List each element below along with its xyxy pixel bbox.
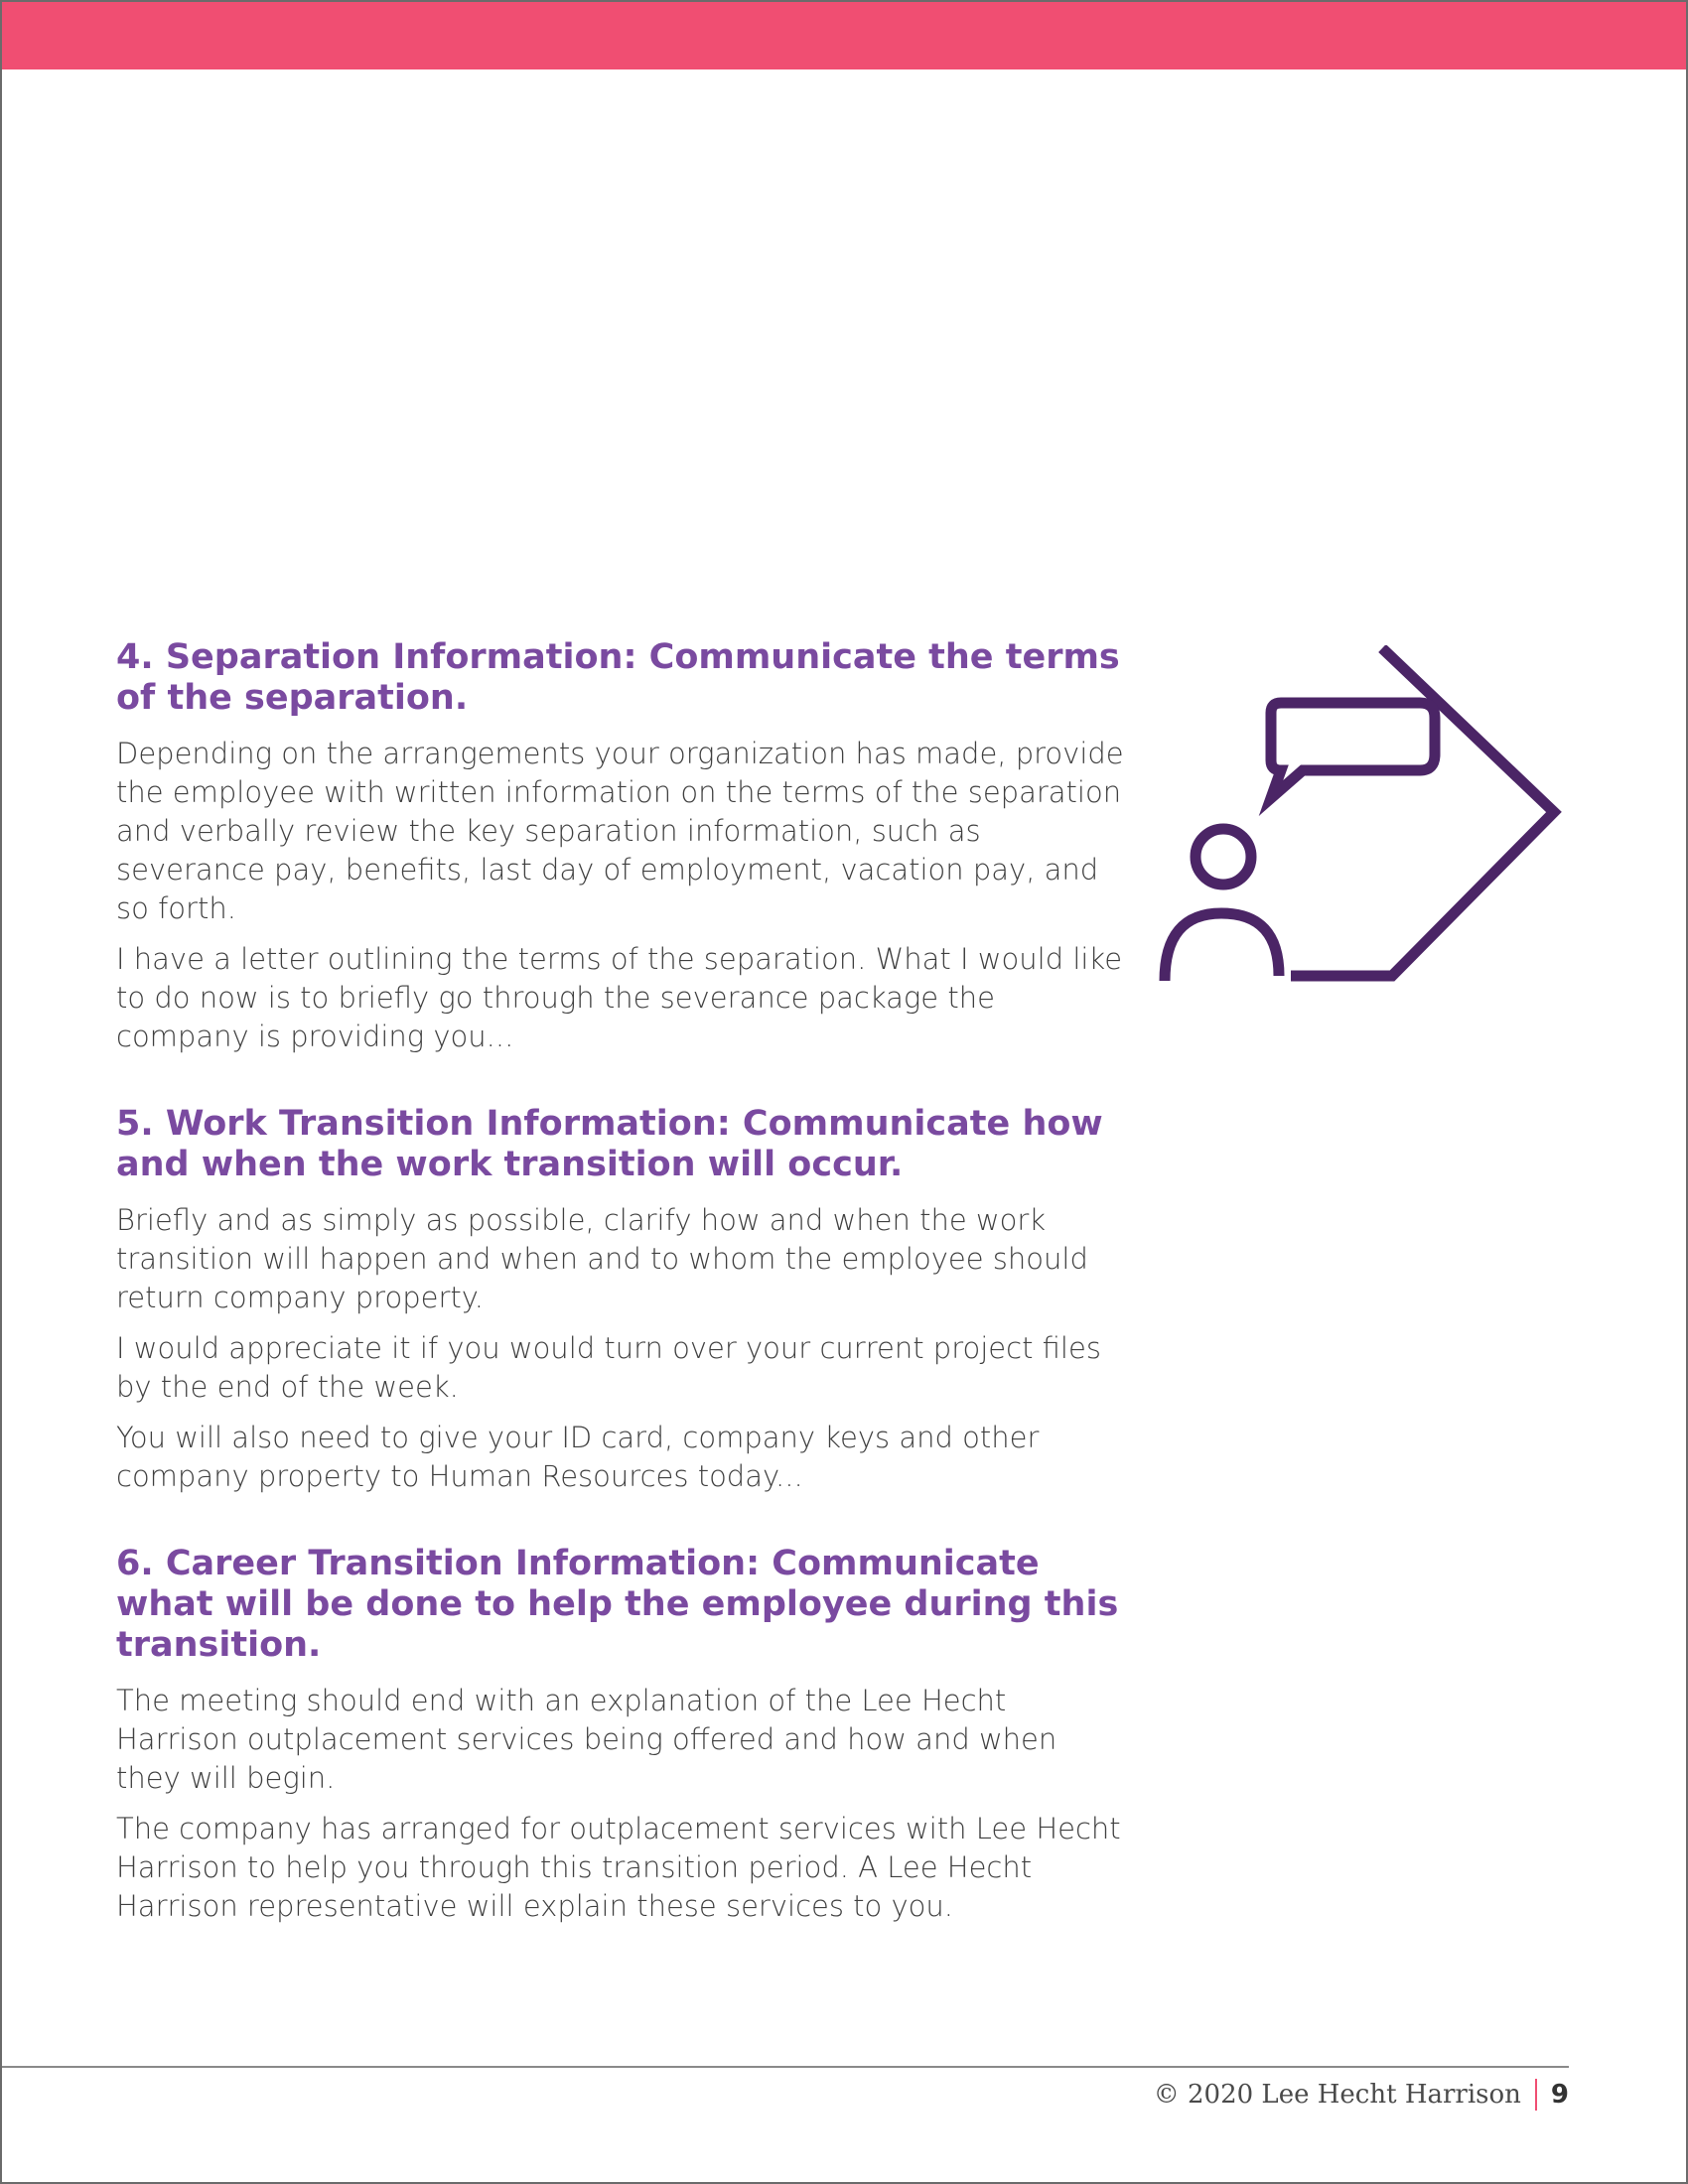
example-script-paragraph: You will also need to give your ID card, company keys and other company property to Human Resources today... bbox=[116, 1421, 1040, 1493]
example-script-paragraph: I have a letter outlining the terms of the separation. What I would like to do now is to briefly go through the severance package the company is providing you... bbox=[116, 942, 1123, 1053]
section-paragraph: Depending on the arrangements your organization has made, provide the employee with written information on the terms of the separation and verbally review the key separation information, such as severance pay, benefits, last day of employment, vacation pay, and so forth. bbox=[116, 737, 1124, 925]
main-content bbox=[116, 637, 1129, 1974]
section-title: 5. Work Transition Information: Communicate how and when the work transition will occur. bbox=[116, 1104, 1103, 1184]
section-paragraph: The meeting should end with an explanation of the Lee Hecht Harrison outplacement services being offered and how and when they will begin. bbox=[116, 1684, 1057, 1795]
section-paragraph: Briefly and as simply as possible, clarify how and when the work transition will happen and when and to whom the employee should return company property. bbox=[116, 1203, 1088, 1314]
page-number: 9 bbox=[1550, 2080, 1569, 2110]
person-speech-bubble-arrow-icon bbox=[1152, 645, 1569, 983]
section-title: 4. Separation Information: Communicate the terms of the separation. bbox=[116, 637, 1120, 718]
section-title: 6. Career Transition Information: Communicate what will be done to help the employee during this transition. bbox=[116, 1544, 1119, 1665]
section-work-transition-information bbox=[116, 1104, 1129, 1496]
top-color-band bbox=[2, 2, 1686, 69]
speech-bubble bbox=[1271, 703, 1435, 798]
person-head bbox=[1196, 829, 1251, 885]
example-script-paragraph: The company has arranged for outplacement services with Lee Hecht Harrison to help you through this transition period. A Lee Hecht Harrison representative will explain these services to you. bbox=[116, 1812, 1121, 1923]
copyright-text: © 2020 Lee Hecht Harrison bbox=[1153, 2080, 1521, 2110]
footer-divider bbox=[2, 2066, 1569, 2068]
page-footer bbox=[1154, 2079, 1569, 2111]
person-shoulders bbox=[1165, 913, 1279, 981]
section-separation-information bbox=[116, 637, 1129, 1056]
section-career-transition-information bbox=[116, 1544, 1129, 1926]
example-script-paragraph: I would appreciate it if you would turn over your current project files by the end of the week. bbox=[116, 1331, 1101, 1404]
footer-separator bbox=[1535, 2079, 1537, 2111]
